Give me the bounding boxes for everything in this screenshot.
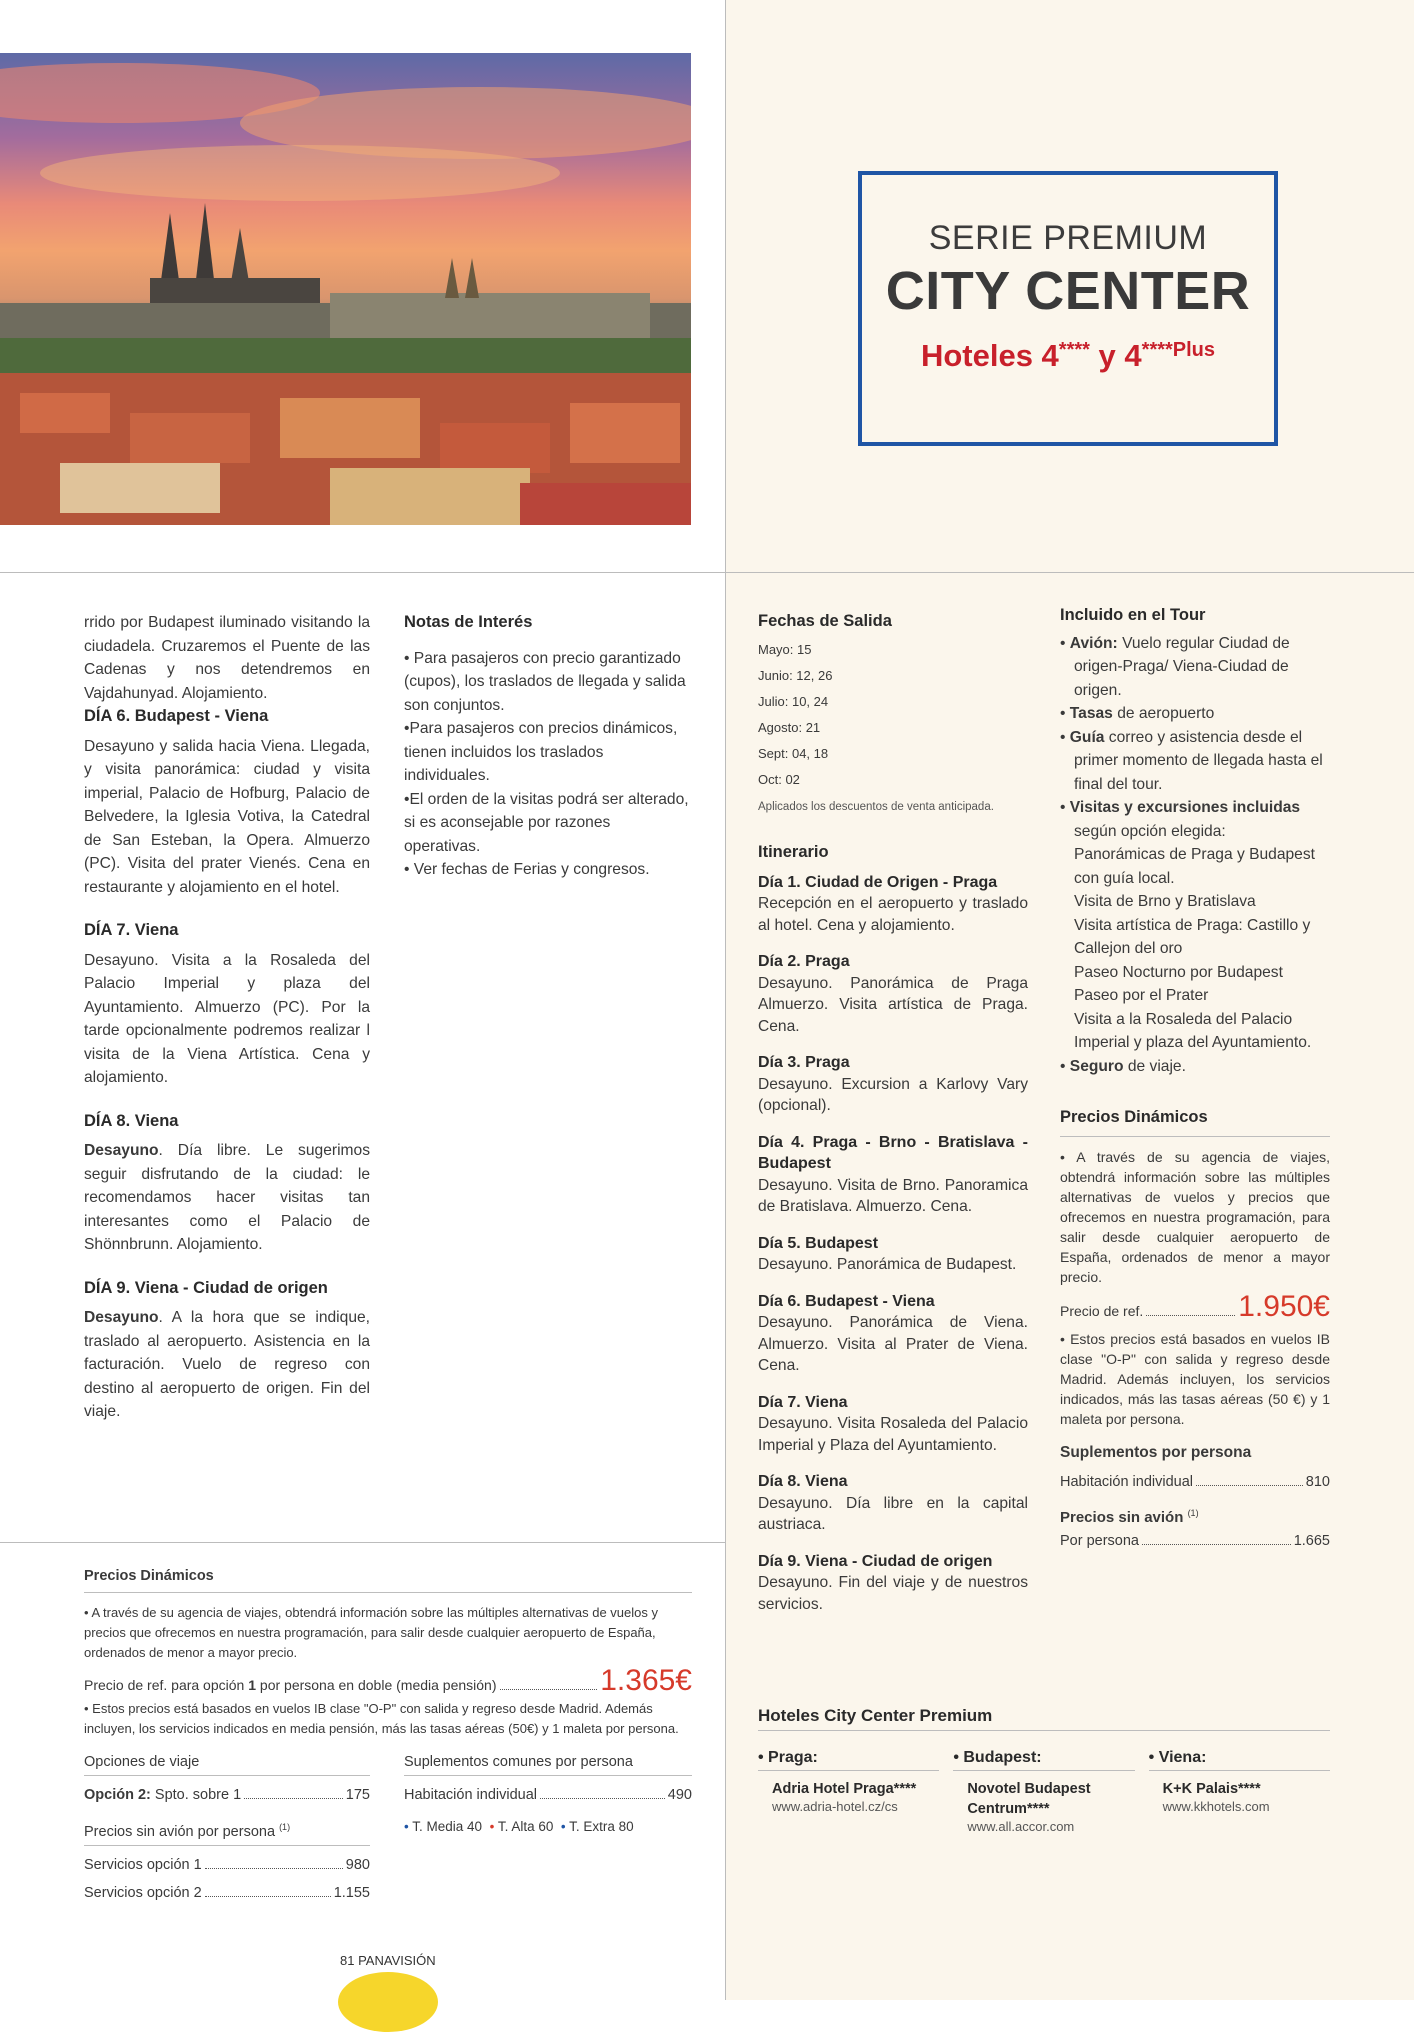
itinerary-continuation — [84, 611, 370, 1444]
day-lead: Desayuno — [84, 1309, 159, 1326]
por-persona-label: Por persona — [1060, 1532, 1139, 1549]
precios-left-title-wrap — [84, 1566, 692, 1593]
precio-ref-row — [84, 1664, 692, 1697]
itin-day-text: Recepción en el aeropuerto y traslado al hotel. Cena y alojamiento. — [758, 895, 1028, 934]
fecha-item: Agosto: 21 — [758, 719, 821, 735]
visita-item: Paseo por el Prater — [1074, 987, 1209, 1004]
leader-dots — [1142, 1544, 1291, 1545]
precio-ref-label-b: 1 — [248, 1677, 257, 1693]
incluido-item: • Avión: Vuelo regular Ciudad de origen-Praga/ Viena-Ciudad de origen. — [1060, 634, 1290, 699]
incluido-item: • Guía correo y asistencia desde el primer momento de llegada hasta el final del tour. — [1060, 728, 1323, 793]
hotel-city-label: Budapest: — [963, 1749, 1042, 1766]
visita-item: Visita de Brno y Bratislava — [1074, 893, 1256, 910]
itin-day-text: Desayuno. Excursion a Karlovy Vary (opcional). — [758, 1075, 1028, 1114]
incluido-item: • Tasas de aeropuerto — [1060, 705, 1215, 722]
opciones-title: Opciones de viaje — [84, 1751, 370, 1776]
section-divider — [0, 1542, 726, 1543]
itin-day-heading: Día 6. Budapest - Viena — [758, 1292, 935, 1310]
temporada-alta: T. Alta 60 — [497, 1819, 554, 1834]
leader-dots — [205, 1896, 331, 1897]
day-text — [84, 1139, 370, 1257]
title-box — [858, 171, 1278, 446]
servicios2-row — [84, 1882, 370, 1904]
hotel-city-label: Praga: — [768, 1749, 818, 1766]
sin-avion-label: Precios sin avión — [1060, 1509, 1184, 1526]
itin-day-text: Desayuno. Visita de Brno. Panoramica de Bratislava. Almuerzo. Cena. — [758, 1176, 1028, 1215]
incluido-item-text: según opción elegida: — [1074, 822, 1226, 840]
itin-day — [758, 1551, 1028, 1616]
hotel-name: K+K Palais**** — [1162, 1781, 1261, 1797]
incluido-item-bold: Seguro — [1069, 1057, 1124, 1075]
leader-dots — [244, 1798, 343, 1799]
brand-name: PANAVISIÓN — [358, 1953, 436, 1968]
visita-item: Visita artística de Praga: Castillo y Callejon del oro — [1074, 916, 1311, 957]
hotels-columns — [758, 1749, 1330, 1834]
sin-avion-left-sup: (1) — [279, 1822, 291, 1832]
itin-day-text: Desayuno. Día libre en la capital austriaca. — [758, 1494, 1028, 1533]
habitacion-label: Habitación individual — [1060, 1473, 1193, 1490]
hotel-city-label: Viena: — [1158, 1749, 1207, 1766]
precio-ref-value: 1.950€ — [1238, 1289, 1330, 1323]
day-heading: DÍA 6. Budapest - Viena — [84, 707, 269, 725]
itin-day-text: Desayuno. Visita Rosaleda del Palacio Imperial y Plaza del Ayuntamiento. — [758, 1415, 1028, 1454]
hotel-url[interactable]: www.kkhotels.com — [1162, 1799, 1270, 1814]
day-body: . A la hora que se indique, traslado al aeropuerto. Asistencia en la facturación. Vuelo de regreso con destino al aeropuerto de origen. Fin del viaje. — [84, 1309, 370, 1420]
nota-item: • Ver fechas de Ferias y congresos. — [404, 861, 650, 878]
habitacion-left-row — [404, 1784, 692, 1806]
itin-day-heading: Día 1. Ciudad de Origen - Praga — [758, 873, 998, 891]
opcion2-bold: Opción 2: — [84, 1787, 151, 1803]
itin-day-text: Desayuno. Panorámica de Viena. Almuerzo. Visita al Prater de Viena. Cena. — [758, 1314, 1028, 1374]
precios-left-grid — [84, 1751, 692, 1904]
hotel-city: • Praga: — [758, 1749, 939, 1771]
servicios1-value: 980 — [345, 1856, 370, 1873]
incluido-item-text: correo y asistencia desde el primer momento de llegada hasta el final del tour. — [1074, 728, 1323, 793]
visita-item: Panorámicas de Praga y Budapest con guía local. — [1074, 846, 1315, 887]
servicios1-label: Servicios opción 1 — [84, 1856, 202, 1873]
bullet-icon: • — [560, 1819, 566, 1834]
bullet-icon: • — [489, 1819, 495, 1834]
itinerario-title: Itinerario — [758, 843, 829, 861]
temporada-media: T. Media 40 — [412, 1819, 483, 1834]
itin-day-heading: Día 3. Praga — [758, 1054, 850, 1071]
itin-day-heading: Día 2. Praga — [758, 953, 850, 970]
itinerary-column — [758, 611, 1028, 1615]
fecha-item: Oct: 02 — [758, 771, 800, 787]
itin-day — [758, 872, 1028, 937]
hotel-url[interactable]: www.adria-hotel.cz/cs — [772, 1799, 898, 1814]
precio-ref-value: 1.365€ — [600, 1664, 692, 1697]
opcion2-text: Spto. sobre 1 — [154, 1787, 242, 1803]
suplementos-column — [404, 1751, 692, 1904]
precio-ref-row — [1060, 1289, 1330, 1324]
stars-b: ****Plus — [1141, 339, 1216, 361]
notas-title: Notas de Interés — [404, 613, 533, 631]
hotel-city: • Budapest: — [953, 1749, 1134, 1771]
hotel-name: Adria Hotel Praga**** — [772, 1781, 917, 1797]
servicios2-label: Servicios opción 2 — [84, 1884, 202, 1901]
included-column — [1060, 604, 1330, 1553]
precios-right-text: • A través de su agencia de viajes, obtendrá información sobre las múltiples alternativas de vuelos y precios que ofrecemos en nuestra programación, para salir desde cualquier aeropuerto de España, ordenados de menor a mayor precio. — [1060, 1148, 1330, 1285]
precios-left-text: • A través de su agencia de viajes, obtendrá información sobre las múltiples alternativas de vuelos y precios que ofrecemos en nuestra programación, para salir desde cualquier aeropuerto de España, ordenados de menor a mayor precio. — [84, 1605, 658, 1660]
notas-section — [404, 611, 690, 882]
habitacion-row — [1060, 1471, 1330, 1495]
incluido-item-text: de aeropuerto — [1112, 705, 1215, 722]
sin-avion-sup: (1) — [1187, 1508, 1199, 1518]
itin-day-text: Desayuno. Panorámica de Budapest. — [758, 1256, 1017, 1273]
servicios2-value: 1.155 — [333, 1884, 370, 1901]
page-divider — [725, 0, 726, 2000]
yellow-circle-decoration — [338, 1972, 438, 2032]
nota-item: •El orden de la visitas podrá ser alterado, si es aconsejable por razones operativas. — [404, 790, 689, 855]
itin-day-heading: Día 4. Praga - Brno - Bratislava - Budapest — [758, 1133, 1028, 1172]
incluido-item-bold: Visitas y excursiones incluidas — [1069, 799, 1301, 816]
sin-avion-left-label: Precios sin avión por persona — [84, 1823, 276, 1840]
itin-day — [758, 1291, 1028, 1377]
precio-ref-label-c: por persona en doble (media pensión) — [256, 1677, 497, 1693]
visita-item: Visita a la Rosaleda del Palacio Imperial y plaza del Ayuntamiento. — [1074, 1010, 1312, 1051]
stars-a: **** — [1058, 339, 1090, 361]
precios-right-title-wrap — [1060, 1106, 1330, 1137]
day-lead: Desayuno — [84, 1142, 159, 1159]
itin-day-heading: Día 5. Budapest — [758, 1234, 879, 1252]
leader-dots — [540, 1798, 665, 1799]
page-number: 81 — [340, 1953, 355, 1968]
incluido-title: Incluido en el Tour — [1060, 606, 1206, 624]
precio-ref-label: Precio de ref. — [1060, 1302, 1144, 1319]
day-heading: DÍA 8. Viena — [84, 1111, 179, 1130]
fecha-item: Junio: 12, 26 — [758, 667, 833, 683]
incluido-item-bold: Avión: — [1069, 634, 1118, 652]
incluido-item-text: de viaje. — [1123, 1057, 1186, 1075]
hotel-col-praga — [758, 1749, 939, 1834]
temporadas-row — [404, 1816, 692, 1838]
por-persona-row — [1060, 1530, 1330, 1554]
hotel-col-viena — [1149, 1749, 1330, 1834]
habitacion-value: 810 — [1305, 1473, 1330, 1490]
day-heading: DÍA 9. Viena - Ciudad de origen — [84, 1278, 328, 1297]
itin-day — [758, 1052, 1028, 1117]
suplementos-left-title: Suplementos comunes por persona — [404, 1751, 692, 1776]
precios-left-title: Precios Dinámicos — [84, 1568, 214, 1584]
precios-left-note: • Estos precios está basados en vuelos IB clase "O-P" con salida y regreso desde Madrid. Además incluyen, los servicios indicados en media pensión, más las tasas aéreas (50€) y 1 maleta por persona. — [84, 1701, 679, 1736]
day-block — [84, 705, 370, 899]
visita-item: Paseo Nocturno por Budapest — [1074, 963, 1283, 981]
city-center-title: CITY CENTER — [885, 261, 1251, 321]
incluido-item-text: Vuelo regular Ciudad de origen-Praga/ Viena-Ciudad de origen. — [1074, 634, 1290, 699]
itin-day-heading: Día 8. Viena — [758, 1473, 848, 1490]
section-divider — [0, 572, 1414, 573]
day-block — [84, 1110, 370, 1257]
itin-day-heading: Día 9. Viena - Ciudad de origen — [758, 1552, 993, 1570]
incluido-item: • Visitas y excursiones incluidas según opción elegida: — [1060, 799, 1301, 840]
hoteles-text-b: y 4 — [1089, 338, 1142, 373]
fechas-list — [758, 637, 1028, 793]
itin-day — [758, 1132, 1028, 1218]
hotels-section — [758, 1706, 1330, 1834]
itin-day-text: Desayuno. Panorámica de Praga Almuerzo. Visita artística de Praga. Cena. — [758, 974, 1028, 1035]
fecha-item: Julio: 10, 24 — [758, 693, 829, 709]
hotel-url[interactable]: www.all.accor.com — [967, 1819, 1075, 1834]
itin-day-heading: Día 7. Viena — [758, 1393, 848, 1411]
precios-right-title: Precios Dinámicos — [1060, 1108, 1208, 1126]
incluido-item-bold: Guía — [1069, 728, 1105, 746]
leader-dots — [205, 1868, 343, 1869]
itin-day-text: Desayuno. Fin del viaje y de nuestros servicios. — [758, 1574, 1028, 1613]
itin-day — [758, 1471, 1028, 1536]
hotel-name: Novotel Budapest Centrum**** — [967, 1781, 1091, 1817]
incluido-item-bold: Tasas — [1069, 705, 1113, 722]
opcion2-label — [84, 1784, 241, 1806]
habitacion-left-value: 490 — [667, 1787, 692, 1803]
day-text — [84, 1306, 370, 1424]
visitas-list — [1060, 843, 1330, 1055]
day-text: Desayuno y salida hacia Viena. Llegada, y visita panorámica: ciudad y visita imperial, Palacio de Hofburg, Palacio de Belvedere, la Iglesia Votiva, la Catedral de San Esteban, la Opera. Almuerzo (PC). Visita del prater Vienés. Cena en restaurante y alojamiento en el hotel. — [84, 737, 370, 896]
precios-left-section — [84, 1566, 692, 1904]
precios-right-note: • Estos precios está basados en vuelos IB clase "O-P" con salida y regreso desde Madrid. Además incluyen, los servicios indicados, más las tasas aéreas (50 €) y 1 maleta por persona. — [1060, 1331, 1330, 1427]
itin-day — [758, 951, 1028, 1037]
day-block — [84, 919, 370, 1090]
leader-dots — [500, 1689, 598, 1690]
day-body: . Día libre. Le sugerimos seguir disfrutando de la ciudad: le recomendamos hacer visitas tan interesantes como el Palacio de Shönnbrunn. Alojamiento. — [84, 1142, 370, 1253]
precio-ref-label-a: Precio de ref. para opción — [84, 1677, 249, 1693]
por-persona-value: 1.665 — [1293, 1532, 1330, 1549]
itin-day — [758, 1392, 1028, 1457]
fechas-note: Aplicados los descuentos de venta anticipada. — [758, 800, 994, 813]
fechas-title: Fechas de Salida — [758, 612, 892, 630]
suplementos-title: Suplementos por persona — [1060, 1444, 1252, 1461]
incluido-item: • Seguro de viaje. — [1060, 1057, 1186, 1075]
day-heading: DÍA 7. Viena — [84, 921, 179, 939]
page-footer — [340, 1953, 436, 1968]
opcion2-row — [84, 1784, 370, 1806]
leader-dots — [1146, 1315, 1235, 1316]
day-text: Desayuno. Visita a la Rosaleda del Palacio Imperial y plaza del Ayuntamiento. Almuerzo (PC). Por la tarde opcionalmente podremos realizar l visita de la Viena Artística. Cena y alojamiento. — [84, 951, 370, 1086]
nota-item: •Para pasajeros con precios dinámicos, tienen incluidos los traslados individuales. — [404, 720, 678, 784]
hotel-city: • Viena: — [1149, 1749, 1330, 1771]
sin-avion-left-title — [84, 1816, 370, 1846]
opciones-column — [84, 1751, 370, 1904]
fecha-item: Sept: 04, 18 — [758, 745, 829, 761]
temporada-extra: T. Extra 80 — [569, 1819, 634, 1834]
nota-item: • Para pasajeros con precio garantizado (cupos), los traslados de llegada y salida son conjuntos. — [404, 649, 686, 714]
hoteles-text-a: Hoteles 4 — [920, 338, 1059, 373]
itin-day — [758, 1233, 1028, 1276]
hotels-title: Hoteles City Center Premium — [758, 1706, 1330, 1731]
fecha-item: Mayo: 15 — [758, 641, 812, 657]
precio-ref-label — [84, 1675, 497, 1695]
habitacion-left-label: Habitación individual — [404, 1787, 537, 1803]
hotel-category — [862, 338, 1274, 374]
day-block — [84, 1277, 370, 1424]
intro-text: rrido por Budapest iluminado visitando la ciudadela. Cruzaremos el Puente de las Cadenas y nos detendremos en Vajdahunyad. Alojamiento. — [84, 614, 370, 702]
sin-avion-title — [1060, 1502, 1330, 1530]
opcion2-value: 175 — [345, 1787, 370, 1803]
servicios1-row — [84, 1854, 370, 1876]
leader-dots — [1196, 1485, 1303, 1486]
bullet-icon: • — [404, 1819, 409, 1834]
serie-label: SERIE PREMIUM — [928, 219, 1208, 257]
hotel-col-budapest — [953, 1749, 1134, 1834]
prague-photo — [0, 53, 691, 525]
